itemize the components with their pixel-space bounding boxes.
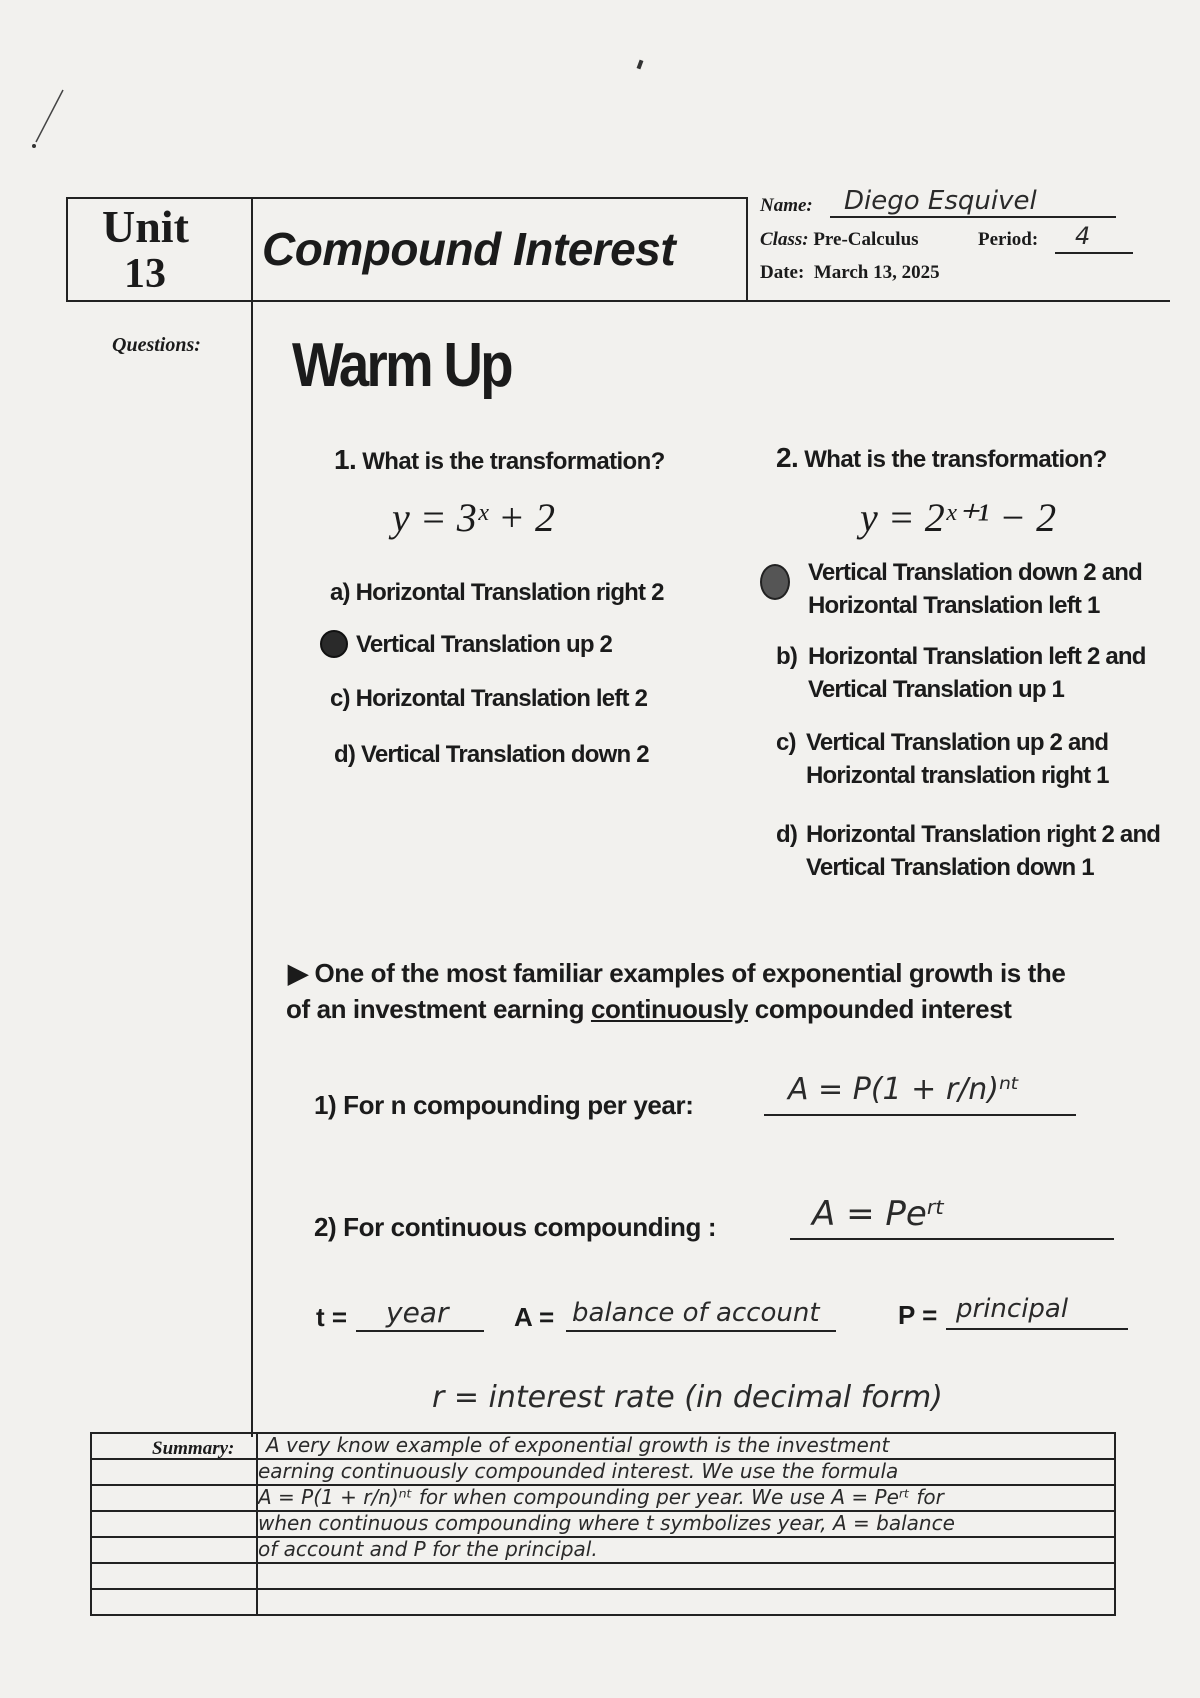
option-line-2: Vertical Translation down 1 (806, 854, 1094, 881)
option-line-1: Horizontal Translation left 2 and (808, 643, 1146, 670)
period-label: Period: (978, 229, 1039, 250)
option-text: Vertical Translation up 2 (356, 631, 613, 658)
header-divider-2 (746, 197, 748, 302)
period-value: 4 (1075, 222, 1091, 250)
option-line-2: Horizontal translation right 1 (806, 762, 1109, 789)
option-text: Vertical Translation down 2 (360, 741, 649, 768)
name-label: Name: (760, 195, 813, 216)
summary-line-2: earning continuously compounded interest. We use the formula (258, 1459, 899, 1483)
a-field[interactable] (566, 1296, 836, 1332)
date-label: Date: (760, 262, 805, 283)
p-label: P = (898, 1300, 938, 1330)
intro-line-2 (286, 994, 1012, 1025)
pen-dot (637, 60, 644, 70)
class-value: Pre-Calculus (813, 229, 919, 250)
q1-option-a[interactable] (330, 576, 664, 609)
header-bottom-border (66, 300, 1170, 302)
option-letter: c) (776, 729, 796, 756)
item1-answer: A = P(1 + r/n)ⁿᵗ (788, 1072, 1020, 1107)
q1-prompt (334, 444, 665, 476)
q2-equation: y = 2ˣ⁺¹ − 2 (860, 495, 1057, 540)
intro-text-2: of an investment earning (286, 994, 585, 1024)
date-line (760, 262, 940, 284)
option-letter: b) (776, 643, 798, 670)
q2-prompt (776, 442, 1107, 474)
q1-equation: y = 3ˣ + 2 (392, 495, 556, 540)
filled-bubble-icon (320, 630, 348, 658)
page-title: Compound Interest (262, 223, 676, 275)
summary-line-4: when continuous compounding where t symbolizes year, A = balance (258, 1511, 955, 1535)
intro-text-3: compounded interest (754, 994, 1012, 1024)
q1-number: 1. (334, 444, 357, 475)
option-text: Horizontal Translation left 2 (355, 685, 648, 712)
q1-option-c[interactable] (330, 682, 647, 715)
name-field[interactable] (830, 186, 1116, 218)
summary-line-3: A = P(1 + r/n)ⁿᵗ for when compounding per year. We use A = Peʳᵗ for (258, 1485, 944, 1509)
item2-answer-field[interactable] (790, 1196, 1114, 1240)
option-line-1: Vertical Translation down 2 and (808, 559, 1142, 586)
intro-text-1: One of the most familiar examples of exponential growth is the (314, 958, 1066, 988)
r-definition: r = interest rate (in decimal form) (432, 1380, 943, 1415)
option-letter: c) (330, 685, 350, 712)
unit-number: 13 (124, 251, 166, 297)
intro-underlined: continuously (590, 994, 748, 1024)
class-label-text: Class: (760, 229, 809, 250)
summary-row-6 (90, 1588, 1116, 1590)
date-value: March 13, 2025 (813, 262, 940, 283)
intro-line-1 (288, 958, 1065, 989)
option-line-2: Horizontal Translation left 1 (808, 592, 1100, 619)
summary-right (1114, 1432, 1116, 1616)
summary-row-5 (90, 1562, 1116, 1564)
summary-line-5: of account and P for the principal. (258, 1537, 598, 1561)
item2-answer: A = Peʳᵗ (812, 1194, 946, 1234)
option-line-1: Horizontal Translation right 2 and (806, 821, 1161, 848)
q1-option-d[interactable] (334, 738, 649, 771)
q2-option-b[interactable] (776, 640, 1146, 706)
unit-label: Unit (102, 201, 189, 252)
summary-label: Summary: (152, 1438, 235, 1459)
warmup-title: Warm Up (292, 331, 511, 400)
a-label: A = (514, 1302, 555, 1332)
t-field[interactable] (356, 1296, 484, 1332)
summary-row-4 (90, 1536, 1116, 1538)
q2-option-c[interactable] (776, 726, 1109, 792)
header-left-border (66, 197, 68, 302)
q2-number: 2. (776, 442, 799, 473)
q2-option-a[interactable] (760, 556, 1142, 622)
option-line-1: Vertical Translation up 2 and (806, 729, 1109, 756)
header-top-border (66, 197, 748, 199)
summary-left (90, 1432, 92, 1616)
item1-answer-field[interactable] (764, 1070, 1076, 1116)
a-value: balance of account (572, 1298, 820, 1328)
p-value: principal (956, 1294, 1069, 1324)
name-value: Diego Esquivel (844, 186, 1037, 216)
arrow-icon: ▶ (288, 958, 308, 988)
option-letter: d) (334, 741, 356, 768)
pen-mark (28, 84, 78, 154)
option-letter: d) (776, 821, 798, 848)
option-text: Horizontal Translation right 2 (355, 579, 664, 606)
summary-line-1: A very know example of exponential growth is the investment (266, 1433, 890, 1457)
class-label (760, 229, 919, 251)
p-field[interactable] (946, 1294, 1128, 1330)
q1-option-b[interactable] (320, 628, 612, 661)
summary-bottom (90, 1614, 1116, 1616)
option-letter: a) (330, 579, 350, 606)
period-field[interactable] (1055, 222, 1133, 254)
header-divider-1 (251, 197, 253, 1437)
questions-label: Questions: (112, 334, 201, 356)
filled-bubble-icon (760, 564, 790, 600)
t-label: t = (316, 1302, 348, 1332)
item1-label: 1) For n compounding per year: (314, 1090, 694, 1120)
q2-text: What is the transformation? (804, 446, 1107, 473)
option-line-2: Vertical Translation up 1 (808, 676, 1065, 703)
t-value: year (386, 1296, 449, 1329)
q1-text: What is the transformation? (362, 448, 665, 475)
item2-label: 2) For continuous compounding : (314, 1212, 717, 1242)
q2-option-d[interactable] (776, 818, 1160, 884)
